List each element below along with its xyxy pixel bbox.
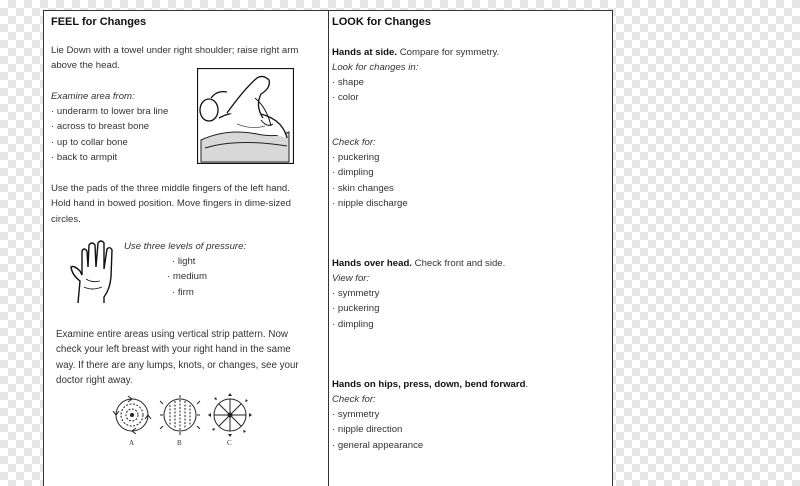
strip-pattern-instructions: Examine entire areas using vertical strip pattern. Now check your left breast with your right hand in the same way. If there are any lumps, knots, or changes, see your doctor right away.	[56, 329, 299, 387]
list-item: · nipple discharge	[332, 198, 408, 210]
list-item: · light	[172, 256, 196, 267]
list-item: · firm	[172, 286, 194, 298]
list-item: · underarm to lower bra line	[51, 106, 169, 117]
list-item: · nipple direction	[332, 424, 403, 436]
list-item: · symmetry	[332, 288, 380, 299]
list-item: · puckering	[332, 152, 380, 163]
finger-pad-instructions: Use the pads of the three middle fingers of the left hand. Hold hand in bowed position. Move fingers in dime-sized circles.	[51, 183, 291, 225]
look-column	[329, 11, 612, 486]
look-for-changes-title: Look for changes in:	[332, 62, 419, 73]
hands-on-hips-line: Hands on hips, press, down, bend forward.	[332, 379, 529, 390]
list-item: · puckering	[332, 303, 380, 315]
circular-pattern-icon	[113, 396, 151, 434]
hips-check-for-list	[332, 407, 423, 453]
pattern-label-b: B	[177, 439, 182, 447]
hips-check-for-title: Check for:	[332, 394, 376, 405]
hands-at-side-line: Hands at side. Compare for symmetry.	[332, 47, 500, 58]
view-for-title: View for:	[332, 273, 370, 284]
list-item: · general appearance	[332, 439, 424, 451]
list-item: · back to armpit	[51, 152, 118, 164]
examine-area-list	[51, 104, 168, 166]
pattern-label-c: C	[227, 439, 232, 447]
radial-wedge-pattern-icon	[208, 393, 252, 437]
list-item: · medium	[167, 271, 207, 283]
feel-column	[44, 11, 328, 486]
examine-area-title: Examine area from:	[51, 91, 135, 102]
vertical-strip-pattern-icon	[160, 395, 200, 435]
breast-self-exam-sheet	[43, 10, 613, 486]
hand-illustration	[68, 237, 120, 307]
list-item: · up to collar bone	[51, 136, 128, 148]
list-item: · dimpling	[332, 167, 374, 179]
lie-down-instructions: Lie Down with a towel under right shoulder; raise right arm above the head.	[51, 45, 299, 72]
list-item: · dimpling	[332, 318, 374, 330]
hands-over-head-line: Hands over head. Check front and side.	[332, 258, 506, 269]
list-item: · symmetry	[332, 409, 380, 420]
list-item: · skin changes	[332, 182, 394, 194]
list-item: · shape	[332, 77, 364, 88]
check-for-title: Check for:	[332, 137, 376, 148]
list-item: · color	[332, 92, 359, 104]
look-heading: LOOK for Changes	[332, 16, 432, 28]
list-item: · across to breast bone	[51, 121, 150, 133]
pressure-levels-title: Use three levels of pressure:	[124, 241, 247, 252]
pattern-label-a: A	[129, 439, 135, 447]
check-for-list	[332, 150, 408, 212]
view-for-list	[332, 286, 379, 332]
feel-heading: FEEL for Changes	[51, 16, 147, 28]
lying-down-illustration	[197, 68, 294, 164]
look-for-changes-list	[332, 75, 364, 106]
pressure-levels-list	[167, 254, 207, 300]
